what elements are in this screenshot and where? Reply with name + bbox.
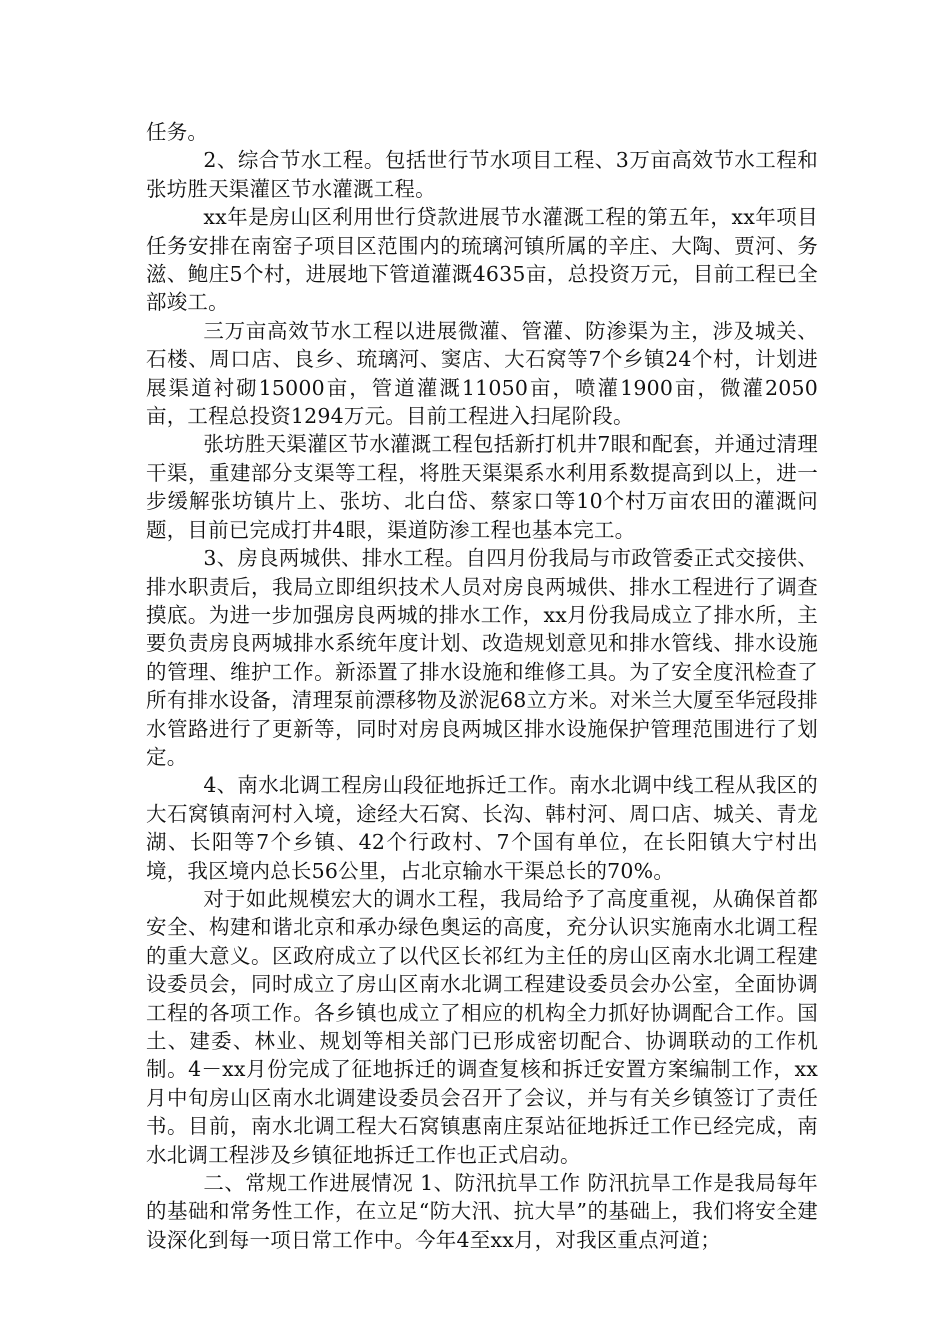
paragraph-6: 3、房良两城供、排水工程。自四月份我局与市政管委正式交接供、排水职责后，我局立即组织技术人员对房良两城供、排水工程进行了调查摸底。为进一步加强房良两城的排水工作，xx月份我局成立了排水所，主要负责房良两城排水系统年度计划、改造规划意见和排水管线、排水设施的管理、维护工作。新添置了排水设施和维修工具。为了安全度汛检查了所有排水设备，清理泵前漂移物及淤泥68立方米。对米兰大厦至华冠段排水管路进行了更新等，同时对房良两城区排水设施保护管理范围进行了划定。 [146, 546, 818, 769]
paragraph-4: 三万亩高效节水工程以进展微灌、管灌、防渗渠为主，涉及城关、石楼、周口店、良乡、琉璃河、窦店、大石窝等7个乡镇24个村，计划进展渠道衬砌15000亩，管道灌溉11050亩，喷灌1900亩，微灌2050亩，工程总投资1294万元。目前工程进入扫尾阶段。 [146, 318, 818, 429]
paragraph-8: 对于如此规模宏大的调水工程，我局给予了高度重视，从确保首都安全、构建和谐北京和承办绿色奥运的高度，充分认识实施南水北调工程的重大意义。区政府成立了以代区长祁红为主任的房山区南水北调工程建设委员会，同时成立了房山区南水北调工程建设委员会办公室，全面协调工程的各项工作。各乡镇也成立了相应的机构全力抓好协调配合工作。国土、建委、林业、规划等相关部门已形成密切配合、协调联动的工作机制。4－xx月份完成了征地拆迁的调查复核和拆迁安置方案编制工作，xx月中旬房山区南水北调建设委员会召开了会议，并与有关乡镇签订了责任书。目前，南水北调工程大石窝镇惠南庄泵站征地拆迁工作已经完成，南水北调工程涉及乡镇征地拆迁工作也正式启动。 [146, 886, 818, 1167]
paragraph-7: 4、南水北调工程房山段征地拆迁工作。南水北调中线工程从我区的大石窝镇南河村入境，途经大石窝、长沟、韩村河、周口店、城关、青龙湖、长阳等7个乡镇、42个行政村、7个国有单位，在长阳镇大宁村出境，我区境内总长56公里，占北京输水干渠总长的70%。 [146, 773, 818, 883]
paragraph-3: xx年是房山区利用世行贷款进展节水灌溉工程的第五年，xx年项目任务安排在南窑子项目区范围内的琉璃河镇所属的辛庄、大陶、贾河、务滋、鲍庄5个村，进展地下管道灌溉4635亩，总投资万元，目前工程已全部竣工。 [146, 205, 818, 315]
paragraph-2: 2、综合节水工程。包括世行节水项目工程、3万亩高效节水工程和张坊胜天渠灌区节水灌溉工程。 [146, 148, 818, 201]
paragraph-9: 二、常规工作进展情况 1、防汛抗旱工作 防汛抗旱工作是我局每年的基础和常务性工作，在立足“防大汛、抗大旱”的基础上，我们将安全建设深化到每一项日常工作中。今年4至xx月，对我区重点河道； [146, 1171, 818, 1252]
paragraph-1: 任务。 [146, 120, 209, 144]
paragraph-5: 张坊胜天渠灌区节水灌溉工程包括新打机井7眼和配套，并通过清理干渠，重建部分支渠等工程，将胜天渠渠系水利用系数提高到以上，进一步缓解张坊镇片上、张坊、北白岱、蔡家口等10个村万亩农田的灌溉问题，目前已完成打井4眼，渠道防渗工程也基本完工。 [146, 432, 818, 542]
document-body [146, 118, 818, 1254]
